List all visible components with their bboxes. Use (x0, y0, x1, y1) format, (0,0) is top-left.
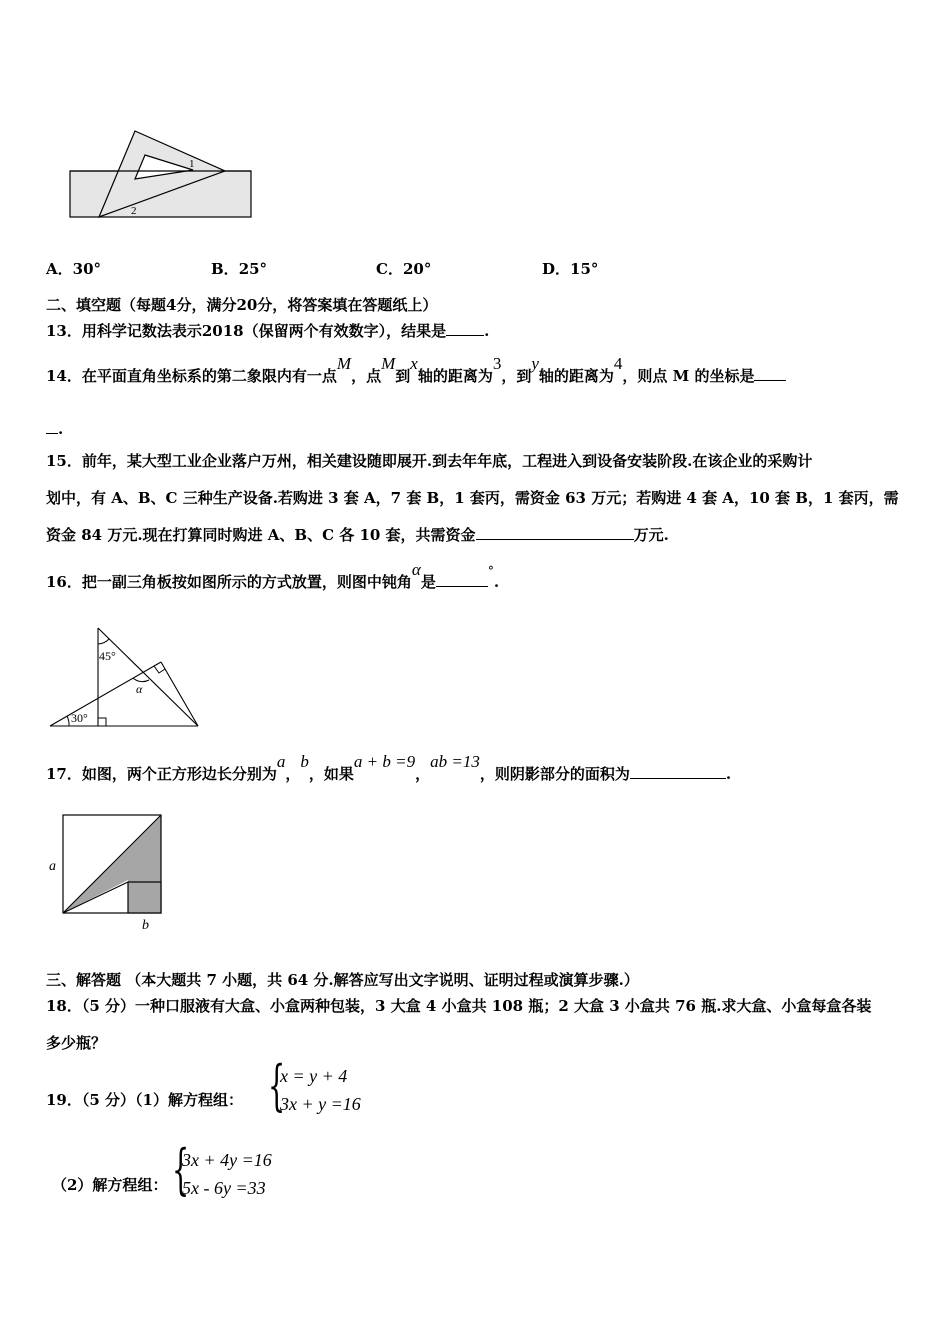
eq-1-1: x = y + 4 (280, 1066, 348, 1086)
equation-system-2 (172, 1138, 292, 1208)
question-17: 17．如图，两个正方形边长分别为a，b，如果a + b =9，ab =13，则阴影部分的面积为 . (46, 752, 732, 783)
small-square (128, 882, 161, 913)
right-angle-mark-bottom (98, 718, 106, 726)
arc-45 (98, 639, 109, 644)
question-13: 13．用科学记数法表示2018（保留两个有效数字），结果是 . (46, 322, 490, 340)
question-15-line1: 15．前年，某大型工业企业落户万州，相关建设随即展开.到去年年底，工程进入到设备安装阶段.在该企业的采购计 (46, 452, 813, 470)
angle-30-label: 30° (71, 711, 88, 725)
question-16: 16．把一副三角板按如图所示的方式放置，则图中钝角α是°. (46, 560, 500, 591)
question-15-line3: 资金 84 万元.现在打算同时购进 A、B、C 各 10 套，共需资金 万元. (46, 526, 669, 544)
eq-2-2: 5x - 6y =33 (182, 1178, 266, 1198)
angle-2-label: 2 (131, 205, 137, 217)
question-18-line1: 18．（5 分）一种口服液有大盒、小盒两种包装，3 大盒 4 小盒共 108 瓶；2 大盒 3 小盒共 76 瓶.求大盒、小盒每盒各装 (46, 997, 872, 1015)
section2-title: 二、填空题（每题4分，满分20分，将答案填在答题纸上） (46, 296, 438, 314)
short-leg (161, 662, 198, 726)
question-19-label: 19．（5 分）（1）解方程组： (46, 1091, 243, 1109)
label-a: a (49, 859, 56, 874)
option-b: B．25° (211, 260, 268, 278)
alpha-label: α (136, 682, 143, 696)
option-a: A．30° (46, 260, 102, 278)
question-14: 14．在平面直角坐标系的第二象限内有一点M，点M到x轴的距离为3，到y轴的距离为4，则点 M 的坐标是 (46, 366, 786, 386)
angle-1-label: 1 (189, 158, 195, 170)
question-18-line2: 多少瓶？ (46, 1034, 107, 1052)
figure-two-set-squares (45, 622, 205, 732)
figure-two-squares (45, 810, 170, 935)
brace-1: { (268, 1054, 286, 1117)
equation-system-1 (268, 1054, 378, 1124)
angle-45-label: 45° (99, 649, 116, 663)
option-c: C．20° (376, 260, 432, 278)
brace-2: { (172, 1138, 190, 1201)
label-b: b (142, 918, 149, 933)
eq-1-2: 3x + y =16 (280, 1094, 361, 1114)
arc-30 (67, 716, 69, 726)
question-14-line2: . (46, 419, 63, 439)
question-15-line2: 划中，有 A、B、C 三种生产设备.若购进 3 套 A，7 套 B，1 套丙，需资金 63 万元；若购进 4 套 A，10 套 B，1 套丙，需 (46, 489, 899, 507)
section3-title: 三、解答题 （本大题共 7 小题，共 64 分.解答应写出文字说明、证明过程或演算步骤.） (46, 971, 639, 989)
question-19b-label: （2）解方程组： (52, 1176, 168, 1194)
hyp-45 (98, 628, 198, 726)
figure-ruler-triangle (65, 125, 260, 225)
eq-2-1: 3x + 4y =16 (182, 1150, 272, 1170)
option-d: D．15° (542, 260, 599, 278)
